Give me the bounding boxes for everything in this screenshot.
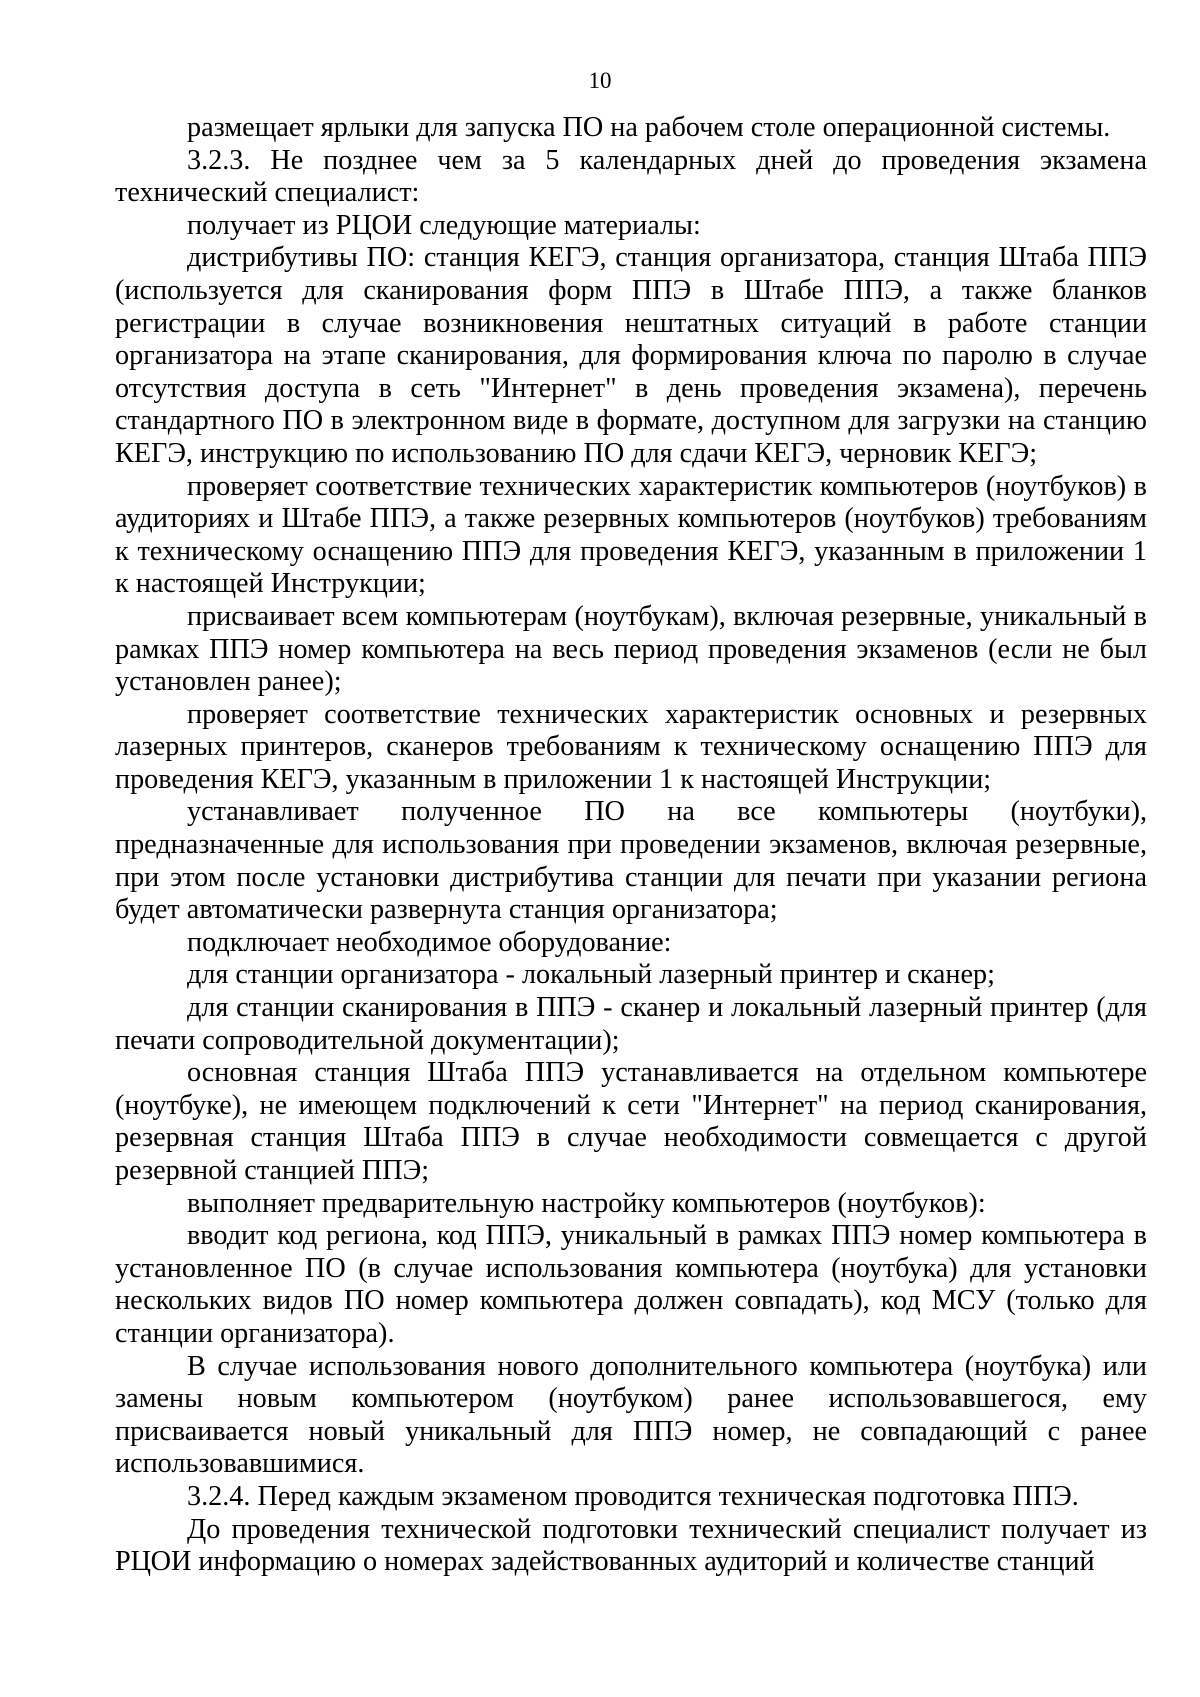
paragraph: выполняет предварительную настройку компьютеров (ноутбуков): <box>187 1187 986 1219</box>
page-number: 10 <box>588 68 612 93</box>
paragraph: для станции организатора - локальный лазерный принтер и сканер; <box>187 959 995 991</box>
paragraph: устанавливает полученное ПО на все компьютеры (ноутбуки), предназначенные для использования при проведении экзаменов, включая резервные, при этом после установки дистрибутива станции для печати при указании региона будет автоматически развернута станция организатора; <box>115 796 1147 926</box>
paragraph: дистрибутивы ПО: станция КЕГЭ, станция организатора, станция Штаба ППЭ (используется для сканирования форм ППЭ в Штабе ППЭ, а также бланков регистрации в случае возникновения нештатных ситуаций в работе станции организатора на этапе сканирования, для формирования ключа по паролю в случае отсутствия доступа в сеть "Интернет" в день проведения экзамена), перечень стандартного ПО в электронном виде в формате, доступном для загрузки на станцию КЕГЭ, инструкцию по использованию ПО для сдачи КЕГЭ, черновик КЕГЭ; <box>115 242 1147 469</box>
paragraph: 3.2.4. Перед каждым экзаменом проводится техническая подготовка ППЭ. <box>187 1480 1079 1512</box>
paragraph: для станции сканирования в ППЭ - сканер и локальный лазерный принтер (для печати сопроводительной документации); <box>115 992 1147 1056</box>
paragraph: вводит код региона, код ППЭ, уникальный в рамках ППЭ номер компьютера в установленное ПО (в случае использования компьютера (ноутбука) для установки нескольких видов ПО номер компьютера должен совпадать), код МСУ (только для станции организатора). <box>115 1220 1147 1349</box>
paragraph: основная станция Штаба ППЭ устанавливается на отдельном компьютере (ноутбуке), не имеющем подключений к сети "Интернет" на период сканирования, резервная станция Штаба ППЭ в случае необходимости совмещается с другой резервной станцией ППЭ; <box>115 1057 1147 1186</box>
paragraph: В случае использования нового дополнительного компьютера (ноутбука) или замены новым компьютером (ноутбуком) ранее использовавшегося, ему присваивается новый уникальный для ППЭ номер, не совпадающий с ранее использовавшимися. <box>115 1350 1147 1480</box>
paragraph: размещает ярлыки для запуска ПО на рабочем столе операционной системы. <box>187 112 1111 143</box>
paragraph: подключает необходимое оборудование: <box>187 926 672 958</box>
paragraph: До проведения технической подготовки технический специалист получает из РЦОИ информацию о номерах задействованных аудиторий и количестве станций <box>115 1513 1147 1578</box>
paragraph: получает из РЦОИ следующие материалы: <box>187 209 701 241</box>
paragraph: 3.2.3. Не позднее чем за 5 календарных дней до проведения экзамена технический специалист: <box>115 144 1147 209</box>
paragraph: проверяет соответствие технических характеристик основных и резервных лазерных принтеров, сканеров требованиям к техническому оснащению ППЭ для проведения КЕГЭ, указанным в приложении 1 к настоящей Инструкции; <box>115 698 1147 795</box>
paragraph: присваивает всем компьютерам (ноутбукам), включая резервные, уникальный в рамках ППЭ номер компьютера на весь период проведения экзаменов (если не был установлен ранее); <box>115 600 1147 698</box>
paragraph: проверяет соответствие технических характеристик компьютеров (ноутбуков) в аудиториях и Штабе ППЭ, а также резервных компьютеров (ноутбуков) требованиям к техническому оснащению ППЭ для проведения КЕГЭ, указанным в приложении 1 к настоящей Инструкции; <box>115 470 1147 600</box>
document-body <box>115 112 1147 1579</box>
